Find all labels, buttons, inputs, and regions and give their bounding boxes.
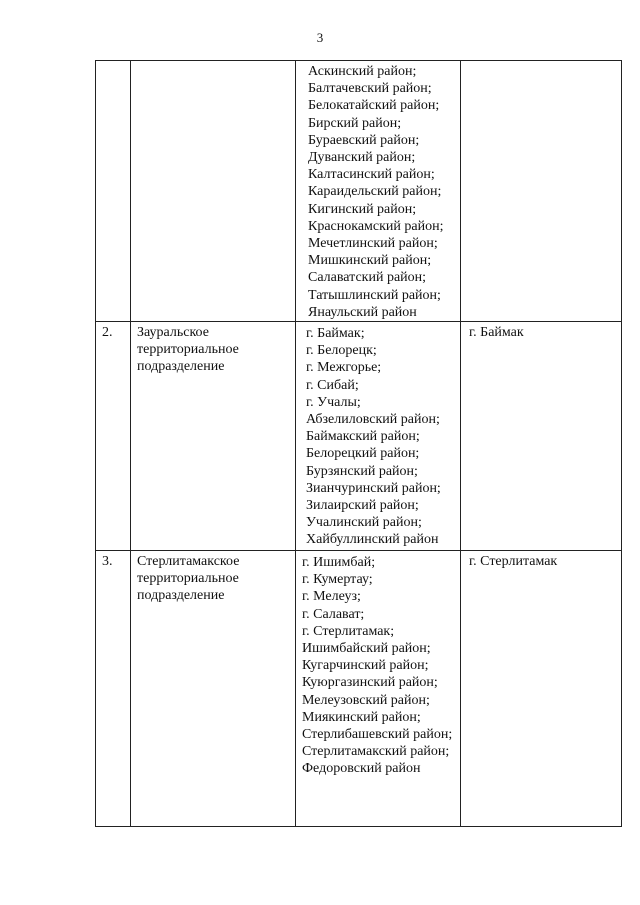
district-item: Хайбуллинский район — [306, 532, 439, 548]
district-item: Федоровский район — [302, 761, 421, 777]
district-item: Бураевский район; — [308, 132, 420, 148]
district-item: Краснокамский район; — [308, 218, 444, 234]
district-item: г. Учалы; — [306, 394, 361, 410]
table-row — [96, 322, 622, 551]
district-item: г. Кумертау; — [302, 572, 373, 588]
district-item: Баймакский район; — [306, 429, 420, 445]
district-item: Янаульский район — [308, 304, 417, 320]
district-item: г. Стерлитамак; — [302, 623, 395, 639]
division-name: Стерлитамакское территориальное подразделение — [137, 554, 240, 604]
center-cell — [461, 551, 622, 827]
row-number-cell — [96, 61, 131, 322]
territorial-divisions-table — [95, 60, 622, 827]
district-item: г. Ишимбай; — [302, 555, 376, 571]
district-item: Калтасинский район; — [308, 167, 435, 183]
district-item: Белокатайский район; — [308, 98, 440, 114]
district-item: Бирский район; — [308, 115, 402, 131]
center-name: г. Баймак — [469, 325, 524, 341]
district-item: г. Баймак; — [306, 326, 365, 342]
district-item: Зианчуринский район; — [306, 480, 441, 496]
center-cell — [461, 61, 622, 322]
district-item: Стерлибашевский район; — [302, 727, 453, 743]
district-item: г. Белорецк; — [306, 343, 377, 359]
districts-cell — [296, 322, 461, 551]
district-item: Аскинский район; — [308, 64, 417, 79]
district-item: Миякинский район; — [302, 709, 421, 725]
district-item: Балтачевский район; — [308, 81, 432, 97]
district-item: Куюргазинский район; — [302, 675, 438, 691]
row-number-cell — [96, 322, 131, 551]
district-item: Караидельский район; — [308, 184, 442, 200]
row-number — [96, 61, 130, 63]
district-item: г. Мелеуз; — [302, 589, 361, 605]
district-item: г. Салават; — [302, 606, 365, 622]
row-number-cell — [96, 551, 131, 827]
districts-cell — [296, 551, 461, 827]
district-item: Салаватский район; — [308, 270, 427, 286]
district-item: г. Сибай; — [306, 377, 359, 393]
district-item: Учалинский район; — [306, 515, 422, 531]
district-item: Кугарчинский район; — [302, 658, 429, 674]
row-number: 3. — [102, 554, 113, 570]
table-row — [96, 551, 622, 827]
district-item: Белорецкий район; — [306, 446, 420, 462]
district-item: Мелеузовский район; — [302, 692, 430, 708]
page-number: 3 — [316, 30, 324, 45]
district-item: Ишимбайский район; — [302, 641, 431, 657]
center-cell — [461, 322, 622, 551]
center-name — [461, 61, 621, 63]
table-row — [96, 61, 622, 322]
district-item: Мишкинский район; — [308, 253, 432, 269]
districts-cell — [296, 61, 461, 322]
row-number: 2. — [102, 325, 113, 341]
district-item: Мечетлинский район; — [308, 236, 438, 252]
district-item: Бурзянский район; — [306, 463, 418, 479]
district-item: Дуванский район; — [308, 150, 416, 166]
division-name: Зауральское территориальное подразделение — [137, 325, 239, 375]
district-item: Абзелиловский район; — [306, 412, 440, 428]
district-item: Кигинский район; — [308, 201, 417, 217]
center-name: г. Стерлитамак — [469, 554, 558, 570]
districts-list — [296, 551, 460, 778]
districts-list — [296, 322, 460, 549]
districts-list — [296, 61, 460, 321]
division-name-cell — [131, 322, 296, 551]
district-item: Татышлинский район; — [308, 287, 441, 303]
division-name-cell — [131, 61, 296, 322]
district-item: г. Межгорье; — [306, 360, 382, 376]
division-name — [131, 61, 295, 63]
district-item: Зилаирский район; — [306, 498, 419, 514]
district-item: Стерлитамакский район; — [302, 744, 450, 760]
division-name-cell — [131, 551, 296, 827]
